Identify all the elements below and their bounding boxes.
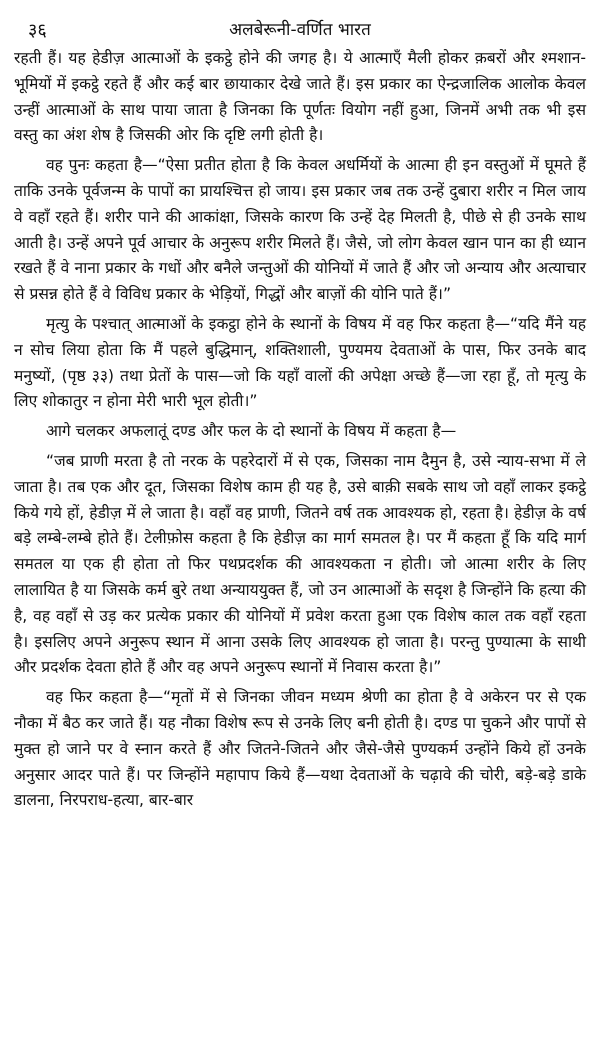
paragraph-2: वह पुनः कहता है—“ऐसा प्रतीत होता है कि केवल अधर्मियों के आत्मा ही इन वस्तुओं में घूमते हैं ताकि उनके पूर्वजन्म के पापों का प्रायश्चित्त हो जाय। इस प्रकार जब तक उन्हें दुबारा शरीर न मिल जाय वे वहाँ रहते हैं। शरीर पाने की आकांक्षा, जिसके कारण कि उन्हें देह मिलती है, पीछे से ही उनके साथ आती है। उन्हें अपने पूर्व आचार के अनुरूप शरीर मिलते हैं। जैसे, जो लोग केवल खान पान का ही ध्यान रखते हैं वे नाना प्रकार के गधों और बनैले जन्तुओं की योनियों में जाते हैं और जो अन्याय और अत्याचार से प्रसन्न होते हैं वे विविध प्रकार के भेड़ियों, गिद्धों और बाज़ों की योनि पाते हैं।” xyxy=(14,156,586,304)
paragraph-6: वह फिर कहता है—“मृतों में से जिनका जीवन मध्यम श्रेणी का होता है वे अकेरन पर से एक नौका में बैठ कर जाते हैं। यह नौका विशेष रूप से उनके लिए बनी होती है। दण्ड पा चुकने और पापों से मुक्त हो जाने पर वे स्नान करते हैं और जितने-जितने और जैसे-जैसे पुण्यकर्म उन्होंने किये हों उनके अनुसार आदर पाते हैं। पर जिन्होंने महापाप किये हैं—यथा देवताओं के चढ़ावे की चोरी, बड़े-बड़े डाके डालना, निरपराध-हत्या, बार-बार xyxy=(14,688,586,810)
paragraph-5-quote: “जब प्राणी मरता है तो नरक के पहरेदारों में से एक, जिसका नाम दैमुन है, उसे न्याय-सभा में ले जाता है। तब एक और दूत, जिसका विशेष काम ही यह है, उसे बाक़ी सबके साथ जो वहाँ लाकर इकट्ठे किये गये हों, हेडीज़ में ले जाता है। वहाँ वह प्राणी, जितने वर्ष तक आवश्यक हो, रहता है। हेडीज़ के वर्ष बड़े लम्बे-लम्बे होते हैं। टेलीफ़ोस कहता है कि हेडीज़ का मार्ग समतल है। पर मैं कहता हूँ कि यदि मार्ग समतल या एक ही होता तो फिर पथप्रदर्शक की आवश्यकता न होती। जो आत्मा शरीर के लिए लालायित है या जिसके कर्म बुरे तथा अन्याययुक्त हैं, जो उन आत्माओं के सदृश है जिन्होंने कि हत्या की है, वह वहाँ से उड़ कर प्रत्येक प्रकार की योनियों में प्रवेश करता हुआ एक विशेष काल तक वहाँ रहता है। इसलिए अपने अनुरूप स्थान में आना उसके लिए आवश्यक हो जाता है। परन्तु पुण्यात्मा के साथी और प्रदर्शक देवता होते हैं और वह अपने अनुरूप स्थानों में निवास करता है।” xyxy=(14,451,586,677)
paragraph-3: मृत्यु के पश्चात् आत्माओं के इकट्ठा होने के स्थानों के विषय में वह फिर कहता है—“यदि मैंने यह न सोच लिया होता कि मैं पहले बुद्धिमान्, शक्तिशाली, पुण्यमय देवताओं के पास, फिर उनके बाद मनुष्यों, (पृष्ठ ३३) तथा प्रेतों के पास—जो कि यहाँ वालों की अपेक्षा अच्छे हैं—जा रहा हूँ, तो मृत्यु के लिए शोकातुर न होना मेरी भारी भूल होती।” xyxy=(14,314,586,411)
body-text xyxy=(14,46,586,814)
paragraph-1: रहती हैं। यह हेडीज़ आत्माओं के इकट्ठे होने की जगह है। ये आत्माएँ मैली होकर क़बरों और श्मशान-भूमियों में इकट्ठे रहते हैं और कई बार छायाकार देखे जाते हैं। इस प्रकार का ऐन्द्रजालिक आलोक केवल उन्हीं आत्माओं के साथ पाया जाता है जिनका कि पूर्णतः वियोग नहीं हुआ, जिनमें अभी तक भी इस वस्तु का अंश शेष है जिसकी ओर कि दृष्टि लगी होती है। xyxy=(14,49,586,145)
page-header xyxy=(14,0,586,46)
page-number: ३६ xyxy=(28,20,47,41)
paragraph-4: आगे चलकर अफलातूं दण्ड और फल के दो स्थानों के विषय में कहता है— xyxy=(46,422,457,441)
running-title: अलबेरूनी-वर्णित भारत xyxy=(229,20,371,40)
